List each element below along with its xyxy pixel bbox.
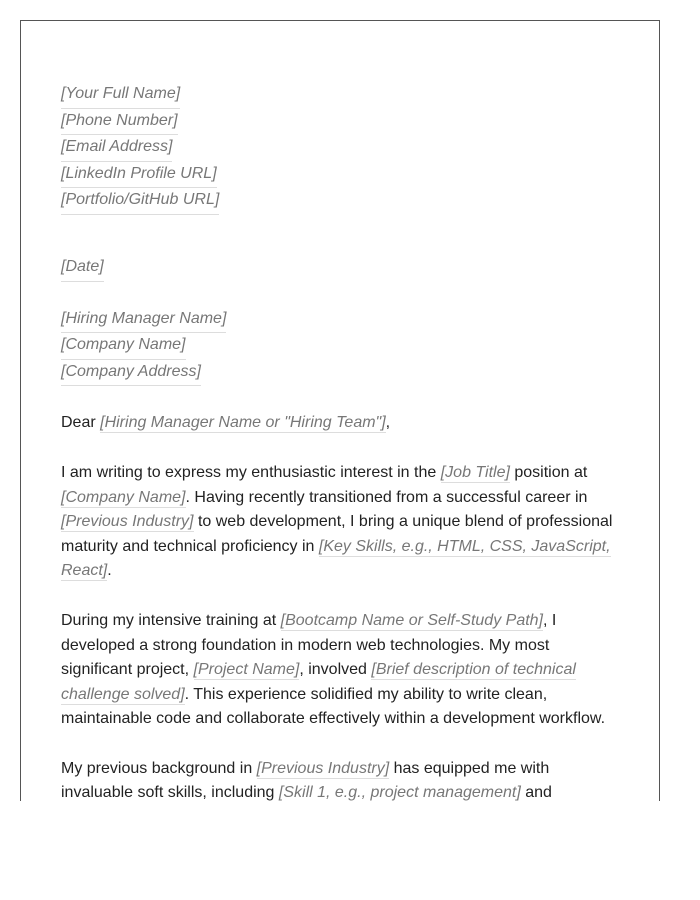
- p1-text-1: I am writing to express my enthusiastic interest in the: [61, 463, 441, 481]
- p2-text-2: , I developed a strong foundation in modern web technologies. My most significant project,: [61, 611, 557, 679]
- letter-page: [20, 20, 660, 801]
- spacer: [61, 282, 621, 307]
- p1-text-4: to web development, I bring a unique blend of professional maturity and technical proficiency in: [61, 513, 613, 555]
- project-name-placeholder: [Project Name]: [193, 661, 300, 679]
- salutation: [61, 411, 621, 436]
- paragraph-training: [61, 609, 621, 732]
- paragraph-background: [61, 757, 621, 801]
- p1-text-2: position at: [509, 463, 588, 481]
- p3-text-2: has equipped me with invaluable soft skills, including: [61, 759, 550, 801]
- hiring-manager-placeholder: [Hiring Manager Name]: [61, 307, 226, 334]
- p3-text-1: My previous background in: [61, 759, 257, 777]
- spacer: [61, 386, 621, 411]
- p3-text-3: and: [520, 784, 552, 801]
- p1-previous-industry-placeholder: [Previous Industry]: [61, 513, 194, 531]
- sender-email-placeholder: [Email Address]: [61, 135, 172, 162]
- paragraph-intro: [61, 461, 621, 584]
- bootcamp-placeholder: [Bootcamp Name or Self-Study Path]: [280, 611, 543, 629]
- salutation-name-placeholder: [Hiring Manager Name or "Hiring Team"]: [100, 414, 386, 432]
- sender-phone-placeholder: [Phone Number]: [61, 109, 178, 136]
- p2-text-3: , involved: [299, 661, 372, 679]
- date-block: [61, 255, 621, 282]
- recipient-block: [61, 307, 621, 387]
- sender-name-placeholder: [Your Full Name]: [61, 82, 180, 109]
- salutation-comma: ,: [385, 414, 391, 432]
- p2-text-4: . This experience solidified my ability to write clean, maintainable code and collaborate effectively within a development workflow.: [61, 685, 606, 728]
- date-placeholder: [Date]: [61, 255, 104, 282]
- cover-letter-body: [61, 82, 621, 801]
- sender-linkedin-placeholder: [LinkedIn Profile URL]: [61, 162, 217, 189]
- sender-block: [61, 82, 621, 215]
- p1-text-5: .: [107, 562, 112, 580]
- p3-previous-industry-placeholder: [Previous Industry]: [256, 759, 390, 777]
- spacer: [61, 436, 621, 461]
- salutation-dear: Dear: [61, 414, 101, 432]
- company-address-placeholder: [Company Address]: [61, 360, 201, 387]
- skill-1-placeholder: [Skill 1, e.g., project management]: [279, 784, 521, 801]
- challenge-placeholder: [Brief description of technical challenge solved]: [61, 661, 576, 703]
- p1-company-placeholder: [Company Name]: [61, 488, 186, 506]
- company-name-placeholder: [Company Name]: [61, 333, 186, 360]
- spacer: [61, 584, 621, 609]
- spacer: [61, 215, 621, 255]
- spacer: [61, 732, 621, 757]
- sender-portfolio-placeholder: [Portfolio/GitHub URL]: [61, 188, 219, 215]
- job-title-placeholder: [Job Title]: [440, 463, 510, 481]
- key-skills-placeholder: [Key Skills, e.g., HTML, CSS, JavaScript, React]: [61, 537, 611, 580]
- p2-text-1: During my intensive training at: [61, 611, 281, 629]
- p1-text-3: . Having recently transitioned from a successful career in: [185, 488, 588, 506]
